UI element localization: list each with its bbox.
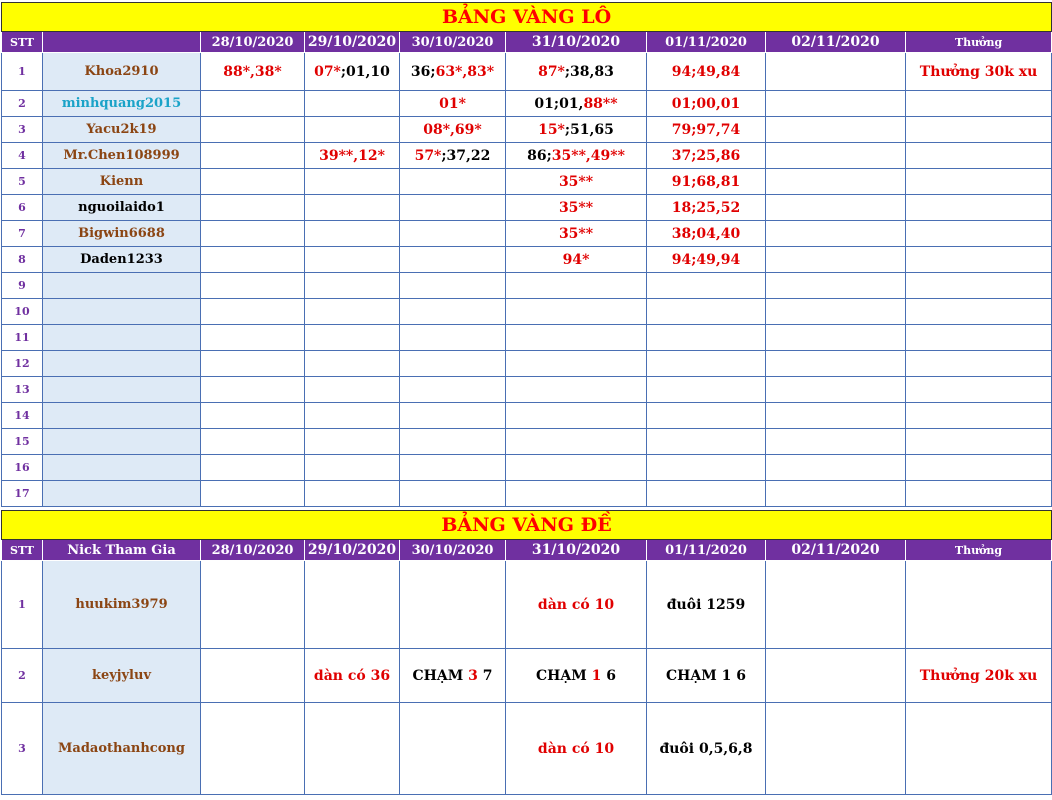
nick-cell: huukim3979 (43, 561, 201, 649)
stt-cell: 8 (2, 247, 43, 273)
stt-cell: 2 (2, 649, 43, 703)
value-segment: 01* (439, 95, 466, 112)
value-cell (201, 299, 305, 325)
value-cell (766, 703, 906, 795)
value-cell (647, 325, 766, 351)
de-header-col-7: 02/11/2020 (766, 540, 906, 561)
value-cell (647, 195, 766, 221)
value-cell (201, 53, 305, 91)
lo-header-col-4: 30/10/2020 (400, 32, 506, 53)
value-cell (906, 117, 1052, 143)
value-cell (305, 169, 400, 195)
stt-cell: 3 (2, 703, 43, 795)
value-cell (201, 117, 305, 143)
table-row (2, 429, 1052, 455)
value-segment: 88** (583, 95, 618, 112)
de-header-col-3: 29/10/2020 (305, 540, 400, 561)
nick-cell (43, 403, 201, 429)
nick-cell (43, 455, 201, 481)
value-cell (305, 561, 400, 649)
value-segment: dàn có 10 (537, 596, 615, 613)
value-cell (506, 169, 647, 195)
value-cell (647, 649, 766, 703)
value-cell (201, 221, 305, 247)
value-cell (400, 53, 506, 91)
value-cell (906, 221, 1052, 247)
value-cell (766, 561, 906, 649)
value-segment: 38;04,40 (671, 225, 741, 242)
value-cell (906, 429, 1052, 455)
value-cell (647, 703, 766, 795)
value-cell (766, 117, 906, 143)
value-cell (506, 91, 647, 117)
value-segment: 35** (558, 199, 594, 216)
nick-cell: Mr.Chen108999 (43, 143, 201, 169)
de-header-col-1: Nick Tham Gia (43, 540, 201, 561)
value-cell (766, 455, 906, 481)
value-cell (400, 403, 506, 429)
table-row (2, 169, 1052, 195)
nick-cell: Khoa2910 (43, 53, 201, 91)
value-cell (647, 273, 766, 299)
de-header-col-4: 30/10/2020 (400, 540, 506, 561)
value-cell (647, 403, 766, 429)
value-cell (647, 53, 766, 91)
value-segment: 86; (527, 147, 552, 164)
value-cell (400, 169, 506, 195)
de-header-col-5: 31/10/2020 (506, 540, 647, 561)
value-cell (201, 403, 305, 429)
value-segment: 91;68,81 (671, 173, 741, 190)
value-cell (201, 247, 305, 273)
value-cell (305, 221, 400, 247)
de-header-col-2: 28/10/2020 (201, 540, 305, 561)
value-cell (201, 481, 305, 507)
table-row (2, 247, 1052, 273)
value-cell (201, 455, 305, 481)
table-row (2, 377, 1052, 403)
value-cell (766, 143, 906, 169)
value-cell (201, 325, 305, 351)
value-cell (766, 53, 906, 91)
value-cell (305, 91, 400, 117)
value-cell (400, 703, 506, 795)
value-segment: 57* (414, 147, 442, 164)
table-row (2, 53, 1052, 91)
value-cell (506, 481, 647, 507)
value-cell (400, 299, 506, 325)
value-cell (400, 649, 506, 703)
value-segment: đuôi 0,5,6,8 (659, 740, 753, 757)
value-cell (201, 169, 305, 195)
value-cell (400, 273, 506, 299)
value-segment: 88*,38* (223, 63, 282, 80)
table-row (2, 351, 1052, 377)
value-segment: 01;00,01 (671, 95, 741, 112)
value-cell (506, 117, 647, 143)
value-segment: 1 (591, 667, 602, 684)
value-cell (766, 377, 906, 403)
value-cell (305, 703, 400, 795)
lo-header-col-3: 29/10/2020 (305, 32, 400, 53)
value-cell (906, 143, 1052, 169)
stt-cell: 2 (2, 91, 43, 117)
value-cell (906, 455, 1052, 481)
value-cell (400, 325, 506, 351)
value-cell (305, 299, 400, 325)
value-segment: 18;25,52 (671, 199, 741, 216)
value-cell (201, 351, 305, 377)
table-row (2, 455, 1052, 481)
value-cell (305, 481, 400, 507)
de-title: BẢNG VÀNG ĐỀ (2, 511, 1052, 540)
value-segment: CHẠM 1 6 (666, 667, 746, 684)
nick-cell (43, 325, 201, 351)
value-cell (766, 351, 906, 377)
nick-cell (43, 481, 201, 507)
nick-cell: Bigwin6688 (43, 221, 201, 247)
value-cell (766, 91, 906, 117)
value-cell (647, 481, 766, 507)
value-cell (400, 195, 506, 221)
value-segment: 94* (562, 251, 590, 268)
value-cell (766, 429, 906, 455)
value-cell (906, 53, 1052, 91)
table-row (2, 143, 1052, 169)
value-segment: 35**,49** (551, 147, 625, 164)
lo-title: BẢNG VÀNG LÔ (2, 3, 1052, 32)
value-segment: 07* (314, 63, 341, 80)
value-segment: đuôi 1259 (666, 596, 746, 613)
value-cell (647, 429, 766, 455)
value-cell (506, 143, 647, 169)
value-segment: 94;49,84 (671, 63, 741, 80)
value-cell (647, 351, 766, 377)
nick-cell: Yacu2k19 (43, 117, 201, 143)
nick-cell (43, 299, 201, 325)
value-cell (906, 247, 1052, 273)
nick-cell (43, 429, 201, 455)
value-segment: 3 (468, 667, 478, 684)
value-cell (506, 195, 647, 221)
value-segment: 01;01, (534, 95, 584, 112)
table-row (2, 195, 1052, 221)
table-row (2, 221, 1052, 247)
lo-header-col-5: 31/10/2020 (506, 32, 647, 53)
value-cell (766, 325, 906, 351)
nick-cell (43, 273, 201, 299)
stt-cell: 17 (2, 481, 43, 507)
value-cell (506, 703, 647, 795)
value-cell (305, 247, 400, 273)
stt-cell: 16 (2, 455, 43, 481)
value-cell (906, 195, 1052, 221)
value-cell (305, 143, 400, 169)
value-segment: 35** (558, 225, 594, 242)
value-segment: 87* (538, 63, 565, 80)
value-cell (766, 169, 906, 195)
value-segment: 94;49,94 (671, 251, 741, 268)
value-cell (305, 429, 400, 455)
value-cell (647, 377, 766, 403)
nick-cell: keyjyluv (43, 649, 201, 703)
value-cell (647, 169, 766, 195)
nick-cell (43, 351, 201, 377)
value-cell (647, 299, 766, 325)
value-cell (201, 429, 305, 455)
value-cell (506, 325, 647, 351)
value-cell (400, 91, 506, 117)
value-cell (400, 429, 506, 455)
value-cell (766, 221, 906, 247)
value-cell (906, 377, 1052, 403)
value-cell (647, 455, 766, 481)
table-row (2, 117, 1052, 143)
value-cell (400, 455, 506, 481)
value-segment: 35** (558, 173, 594, 190)
value-cell (506, 455, 647, 481)
value-cell (647, 221, 766, 247)
stt-cell: 1 (2, 561, 43, 649)
value-segment: dàn có 36 (313, 667, 391, 684)
value-cell (766, 273, 906, 299)
value-cell (906, 169, 1052, 195)
value-cell (506, 429, 647, 455)
value-cell (906, 403, 1052, 429)
value-cell (906, 91, 1052, 117)
stt-cell: 1 (2, 53, 43, 91)
value-segment: CHẠM (412, 667, 469, 684)
value-cell (506, 351, 647, 377)
value-segment: 37;25,86 (671, 147, 741, 164)
value-cell (906, 325, 1052, 351)
value-cell (305, 455, 400, 481)
value-cell (647, 143, 766, 169)
lo-header-col-2: 28/10/2020 (201, 32, 305, 53)
value-cell (201, 195, 305, 221)
value-cell (400, 143, 506, 169)
value-cell (305, 195, 400, 221)
value-segment: 7 (477, 667, 493, 684)
value-cell (400, 351, 506, 377)
stt-cell: 7 (2, 221, 43, 247)
value-segment: ;01,10 (340, 63, 390, 80)
value-segment: 63*,83* (435, 63, 495, 80)
lo-header-col-0: STT (2, 32, 43, 53)
table-row (2, 273, 1052, 299)
value-cell (766, 299, 906, 325)
value-cell (506, 53, 647, 91)
nick-cell: nguoilaido1 (43, 195, 201, 221)
stt-cell: 4 (2, 143, 43, 169)
table-row (2, 325, 1052, 351)
nick-cell: minhquang2015 (43, 91, 201, 117)
value-cell (305, 377, 400, 403)
nick-cell: Kienn (43, 169, 201, 195)
value-cell (400, 117, 506, 143)
stt-cell: 14 (2, 403, 43, 429)
value-cell (906, 273, 1052, 299)
table-row (2, 561, 1052, 649)
value-segment: dàn có 10 (537, 740, 615, 757)
stt-cell: 11 (2, 325, 43, 351)
stt-cell: 6 (2, 195, 43, 221)
value-segment: 15* (538, 121, 565, 138)
table-row (2, 91, 1052, 117)
nick-cell (43, 377, 201, 403)
value-cell (506, 247, 647, 273)
value-cell (305, 403, 400, 429)
value-cell (766, 481, 906, 507)
value-cell (305, 351, 400, 377)
value-cell (400, 561, 506, 649)
value-segment: 6 (601, 667, 616, 684)
stt-cell: 5 (2, 169, 43, 195)
lo-header-row (2, 32, 1052, 53)
value-cell (201, 561, 305, 649)
table-row (2, 403, 1052, 429)
value-cell (506, 561, 647, 649)
lo-header-col-6: 01/11/2020 (647, 32, 766, 53)
lo-header-col-8: Thưởng (906, 32, 1052, 53)
stt-cell: 3 (2, 117, 43, 143)
stt-cell: 9 (2, 273, 43, 299)
stt-cell: 10 (2, 299, 43, 325)
value-cell (400, 247, 506, 273)
value-cell (506, 377, 647, 403)
value-cell (400, 221, 506, 247)
value-cell (506, 273, 647, 299)
value-cell (906, 703, 1052, 795)
table-row (2, 481, 1052, 507)
value-cell (201, 273, 305, 299)
value-segment: 79;97,74 (671, 121, 741, 138)
nick-cell: Madaothanhcong (43, 703, 201, 795)
value-cell (201, 143, 305, 169)
value-segment: Thưởng 30k xu (919, 63, 1038, 80)
de-header-col-6: 01/11/2020 (647, 540, 766, 561)
value-cell (400, 481, 506, 507)
stt-cell: 12 (2, 351, 43, 377)
value-cell (201, 377, 305, 403)
value-cell (906, 351, 1052, 377)
value-segment: Thưởng 20k xu (919, 667, 1038, 684)
value-segment: ;38,83 (564, 63, 614, 80)
lo-header-col-1 (43, 32, 201, 53)
de-header-col-8: Thưởng (906, 540, 1052, 561)
value-cell (506, 403, 647, 429)
value-cell (647, 561, 766, 649)
bang-vang-lo-table (1, 2, 1052, 507)
value-segment: 36; (410, 63, 436, 80)
value-cell (201, 91, 305, 117)
value-cell (305, 325, 400, 351)
value-segment: CHẠM (536, 667, 592, 684)
stt-cell: 13 (2, 377, 43, 403)
value-cell (906, 561, 1052, 649)
value-cell (766, 247, 906, 273)
value-cell (906, 649, 1052, 703)
value-cell (305, 273, 400, 299)
value-cell (305, 53, 400, 91)
value-cell (506, 299, 647, 325)
value-cell (506, 649, 647, 703)
nick-cell: Daden1233 (43, 247, 201, 273)
value-cell (201, 703, 305, 795)
lo-header-col-7: 02/11/2020 (766, 32, 906, 53)
table-row (2, 703, 1052, 795)
value-segment: 39**,12* (319, 147, 385, 164)
de-header-row (2, 540, 1052, 561)
value-cell (305, 649, 400, 703)
bang-vang-de-table (1, 510, 1052, 795)
value-cell (906, 481, 1052, 507)
value-cell (766, 195, 906, 221)
value-cell (647, 247, 766, 273)
value-cell (305, 117, 400, 143)
stt-cell: 15 (2, 429, 43, 455)
value-cell (647, 91, 766, 117)
value-cell (906, 299, 1052, 325)
table-row (2, 299, 1052, 325)
table-row (2, 649, 1052, 703)
value-cell (766, 403, 906, 429)
de-header-col-0: STT (2, 540, 43, 561)
value-cell (201, 649, 305, 703)
value-cell (766, 649, 906, 703)
value-cell (506, 221, 647, 247)
value-segment: ;51,65 (564, 121, 614, 138)
value-cell (647, 117, 766, 143)
value-segment: 08*,69* (423, 121, 482, 138)
value-segment: ;37,22 (441, 147, 491, 164)
value-cell (400, 377, 506, 403)
